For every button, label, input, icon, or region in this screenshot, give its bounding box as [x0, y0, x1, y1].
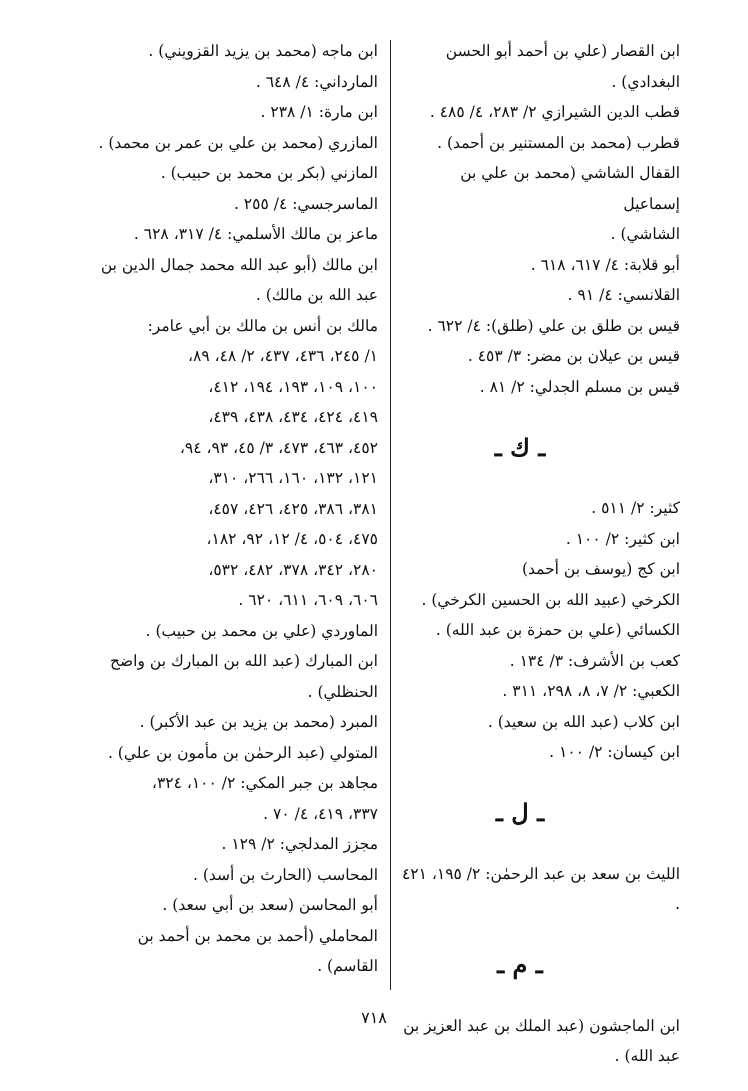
left-column [78, 36, 378, 982]
right-index-entry: الكرخي (عبيد الله بن الحسين الكرخي) . [421, 590, 680, 609]
left-entry-continuation: ٣٨١، ٣٨٦، ٤٢٥، ٤٢٦، ٤٥٧، [208, 499, 378, 518]
left-entry-continuation: ٤٥٢، ٤٦٣، ٤٧٣، ٣/ ٤٥، ٩٣، ٩٤، [179, 438, 378, 457]
right-entry-continuation: عبد الله) . [614, 1047, 680, 1065]
left-entry-continuation: ٢٨٠، ٣٤٢، ٣٧٨، ٤٨٢، ٥٣٢، [208, 560, 378, 579]
left-index-entry: ابن ماجه (محمد بن يزيد القزويني) . [148, 42, 378, 60]
left-entry-continuation: ١٠٠، ١٠٩، ١٩٣، ١٩٤، ٤١٢، [208, 377, 378, 396]
left-entry-continuation: القاسم) . [317, 957, 378, 975]
right-index-entry: قيس بن عيلان بن مضر: ٣/ ٤٥٣ . [467, 347, 680, 365]
right-index-entry: قطب الدين الشيرازي ٢/ ٢٨٣، ٤/ ٤٨٥ . [429, 103, 680, 121]
left-index-entry: مجاهد بن جبر المكي: ٢/ ١٠٠، ٣٢٤، [151, 774, 378, 792]
left-entry-continuation: ١/ ٢٤٥، ٤٣٦، ٤٣٧، ٢/ ٤٨، ٨٩، [188, 347, 378, 365]
right-index-entry: القفال الشاشي (محمد بن علي بن إسماعيل [460, 164, 680, 213]
right-column [400, 36, 680, 1072]
right-spacer [400, 980, 680, 1011]
right-index-entry: قيس بن طلق بن علي (طلق): ٤/ ٦٢٢ . [427, 316, 680, 335]
right-spacer [400, 402, 680, 433]
left-index-entry: مالك بن أنس بن مالك بن أبي عامر: [147, 316, 378, 335]
left-entry-continuation: ١٢١، ١٣٢، ١٦٠، ٢٦٦، ٣١٠، [208, 469, 378, 487]
page-number: ٧١٨ [361, 1008, 387, 1027]
left-index-entry: المبرد (محمد بن يزيد بن عبد الأكبر) . [139, 713, 378, 731]
left-entry-continuation: ٦٠٦، ٦٠٩، ٦١١، ٦٢٠ . [238, 591, 378, 609]
right-spacer [400, 920, 680, 951]
left-index-entry: المازني (بكر بن محمد بن حبيب) . [160, 164, 378, 182]
left-index-entry: مجزز المدلجي: ٢/ ١٢٩ . [221, 835, 378, 853]
right-index-entry: ابن القصار (علي بن أحمد أبو الحسن البغدادي) . [445, 42, 680, 91]
right-entry-continuation: الشاشي) . [610, 225, 680, 243]
right-spacer [400, 828, 680, 859]
left-index-entry: المارداني: ٤/ ٦٤٨ . [255, 72, 378, 91]
right-index-entry: القلانسي: ٤/ ٩١ . [567, 286, 680, 304]
right-index-entry: أبو قلابة: ٤/ ٦١٧، ٦١٨ . [530, 255, 680, 274]
left-entry-continuation: ٤١٩، ٤٢٤، ٤٣٤، ٤٣٨، ٤٣٩، [208, 408, 378, 426]
left-entry-continuation: ٤٧٥، ٥٠٤، ٤/ ١٢، ٩٢، ١٨٢، [206, 530, 378, 548]
right-index-entry: ابن كج (يوسف بن أحمد) [521, 560, 680, 578]
left-index-entry: المازري (محمد بن علي بن عمر بن محمد) . [98, 133, 378, 152]
left-index-entry: المحاسب (الحارث بن أسد) . [192, 865, 378, 884]
left-index-entry: ابن مالك (أبو عبد الله محمد جمال الدين بن [100, 255, 378, 274]
left-entry-continuation: عبد الله بن مالك) . [255, 286, 378, 304]
left-index-entry: المحاملي (أحمد بن محمد بن أحمد بن [137, 926, 378, 945]
right-letter-header: ـ ل ـ [495, 798, 545, 827]
right-index-entry: ابن كثير: ٢/ ١٠٠ . [565, 529, 680, 548]
left-entry-continuation: ٣٣٧، ٤١٩، ٤/ ٧٠ . [263, 804, 378, 823]
right-spacer [400, 463, 680, 494]
left-index-entry: أبو المحاسن (سعد بن أبي سعد) . [162, 896, 378, 914]
left-index-entry: الماوردي (علي بن محمد بن حبيب) . [145, 621, 378, 640]
column-divider [390, 40, 391, 990]
right-index-entry: قطرب (محمد بن المستنير بن أحمد) . [437, 133, 680, 152]
right-index-entry: الليث بن سعد بن عبد الرحمٰن: ٢/ ١٩٥، ٤٢١ . [401, 864, 680, 913]
left-index-entry: الماسرجسي: ٤/ ٢٥٥ . [233, 194, 378, 213]
right-index-entry: قيس بن مسلم الجدلي: ٢/ ٨١ . [479, 377, 680, 396]
right-index-entry: ابن كيسان: ٢/ ١٠٠ . [549, 743, 680, 761]
right-index-entry: الكسائي (علي بن حمزة بن عبد الله) . [435, 621, 680, 639]
left-index-entry: المتولي (عبد الرحمٰن بن مأمون بن علي) . [107, 743, 378, 762]
right-letter-header: ـ ك ـ [494, 432, 546, 462]
left-entry-continuation: الحنظلي) . [307, 682, 378, 701]
right-spacer [400, 768, 680, 799]
left-index-entry: ماعز بن مالك الأسلمي: ٤/ ٣١٧، ٦٢٨ . [133, 225, 378, 243]
left-index-entry: ابن مارة: ١/ ٢٣٨ . [260, 103, 378, 121]
right-letter-header: ـ م ـ [497, 950, 543, 979]
right-index-entry: كثير: ٢/ ٥١١ . [591, 499, 680, 517]
right-index-entry: ابن الماجشون (عبد الملك بن عبد العزيز بن [403, 1016, 680, 1035]
right-index-entry: ابن كلاب (عبد الله بن سعيد) . [487, 712, 680, 731]
left-index-entry: ابن المبارك (عبد الله بن المبارك بن واضح [110, 652, 378, 670]
right-index-entry: كعب بن الأشرف: ٣/ ١٣٤ . [509, 651, 680, 670]
right-index-entry: الكعبي: ٢/ ٧، ٨، ٢٩٨، ٣١١ . [502, 682, 680, 700]
